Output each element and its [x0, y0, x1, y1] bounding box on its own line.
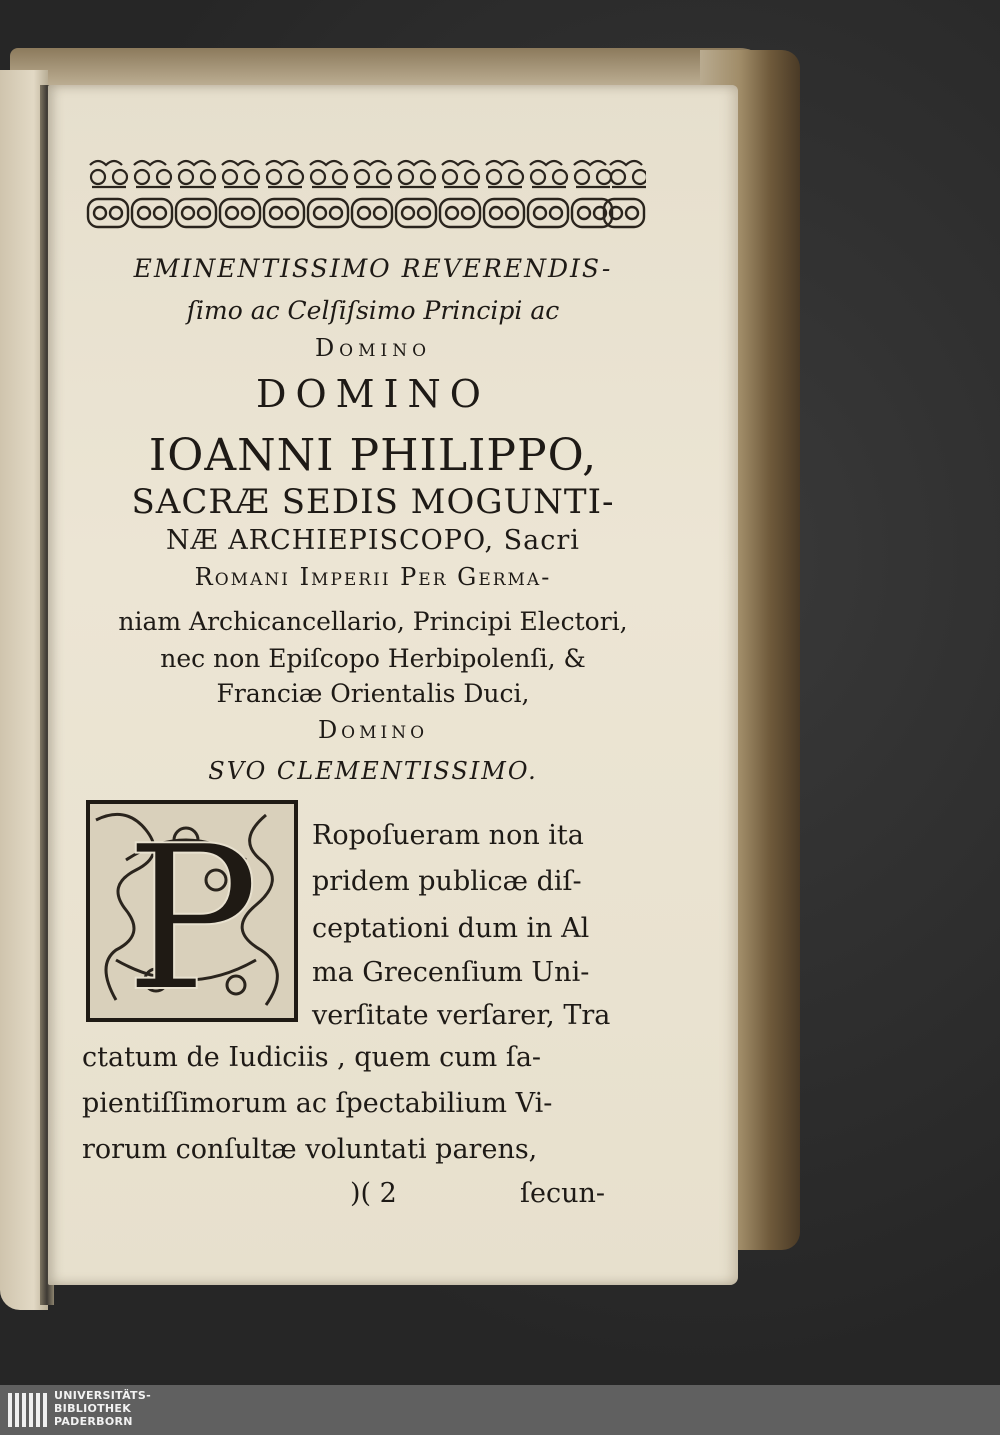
catchword: ſecun-	[520, 1178, 605, 1209]
dedication-line-2: ſimo ac Celſiſsimo Principi ac	[186, 296, 560, 325]
initial-letter: P	[124, 803, 260, 1022]
library-logo-text[interactable]	[54, 1389, 151, 1428]
dedication-line-12: Domino	[317, 716, 429, 744]
dedication-line-11: Franciæ Orientalis Duci,	[216, 679, 530, 708]
logo-line-3: PADERBORN	[54, 1415, 133, 1428]
logo-line-2: BIBLIOTHEK	[54, 1402, 132, 1415]
dedication-line-1: EMINENTISSIMO REVERENDIS-	[133, 254, 613, 283]
logo-line-1: UNIVERSITÄTS-	[54, 1389, 151, 1402]
dedication-line-9: niam Archicancellario, Principi Electori,	[118, 607, 628, 636]
decorated-initial-icon	[86, 800, 298, 1022]
body-line-5: verſitate verſarer, Tra	[312, 1000, 611, 1031]
dedication-line-6: SACRÆ SEDIS MOGUNTI-	[131, 482, 615, 522]
dedication-line-7: NÆ ARCHIEPISCOPO, Sacri	[166, 525, 580, 556]
body-line-3: ceptationi dum in Al	[312, 913, 590, 944]
headpiece-ornament-icon	[86, 155, 646, 231]
body-line-8: rorum conſultæ voluntati parens,	[82, 1134, 538, 1165]
dedication-line-5: IOANNI PHILIPPO,	[148, 430, 598, 481]
footer-bar	[0, 1385, 1000, 1435]
dedication-line-8: Romani Imperii Per Germa-	[194, 563, 552, 591]
dedication-line-13: SVO CLEMENTISSIMO.	[208, 757, 538, 785]
body-line-1: Ropoſueram non ita	[312, 820, 584, 851]
body-line-6: ctatum de Iudiciis , quem cum ſa-	[82, 1042, 542, 1073]
dedication-line-10: nec non Epiſcopo Herbipolenſi, &	[160, 644, 586, 673]
library-logo-icon	[8, 1391, 48, 1429]
signature-mark: )( 2	[350, 1178, 397, 1209]
book-top-edge	[10, 48, 770, 88]
dedication-line-3: Domino	[314, 334, 432, 362]
dedication-line-4: DOMINO	[256, 372, 490, 416]
body-line-7: pientiſſimorum ac ſpectabilium Vi-	[82, 1088, 553, 1119]
body-line-2: pridem publicæ diſ-	[312, 866, 582, 897]
body-line-4: ma Grecenſium Uni-	[312, 957, 590, 988]
